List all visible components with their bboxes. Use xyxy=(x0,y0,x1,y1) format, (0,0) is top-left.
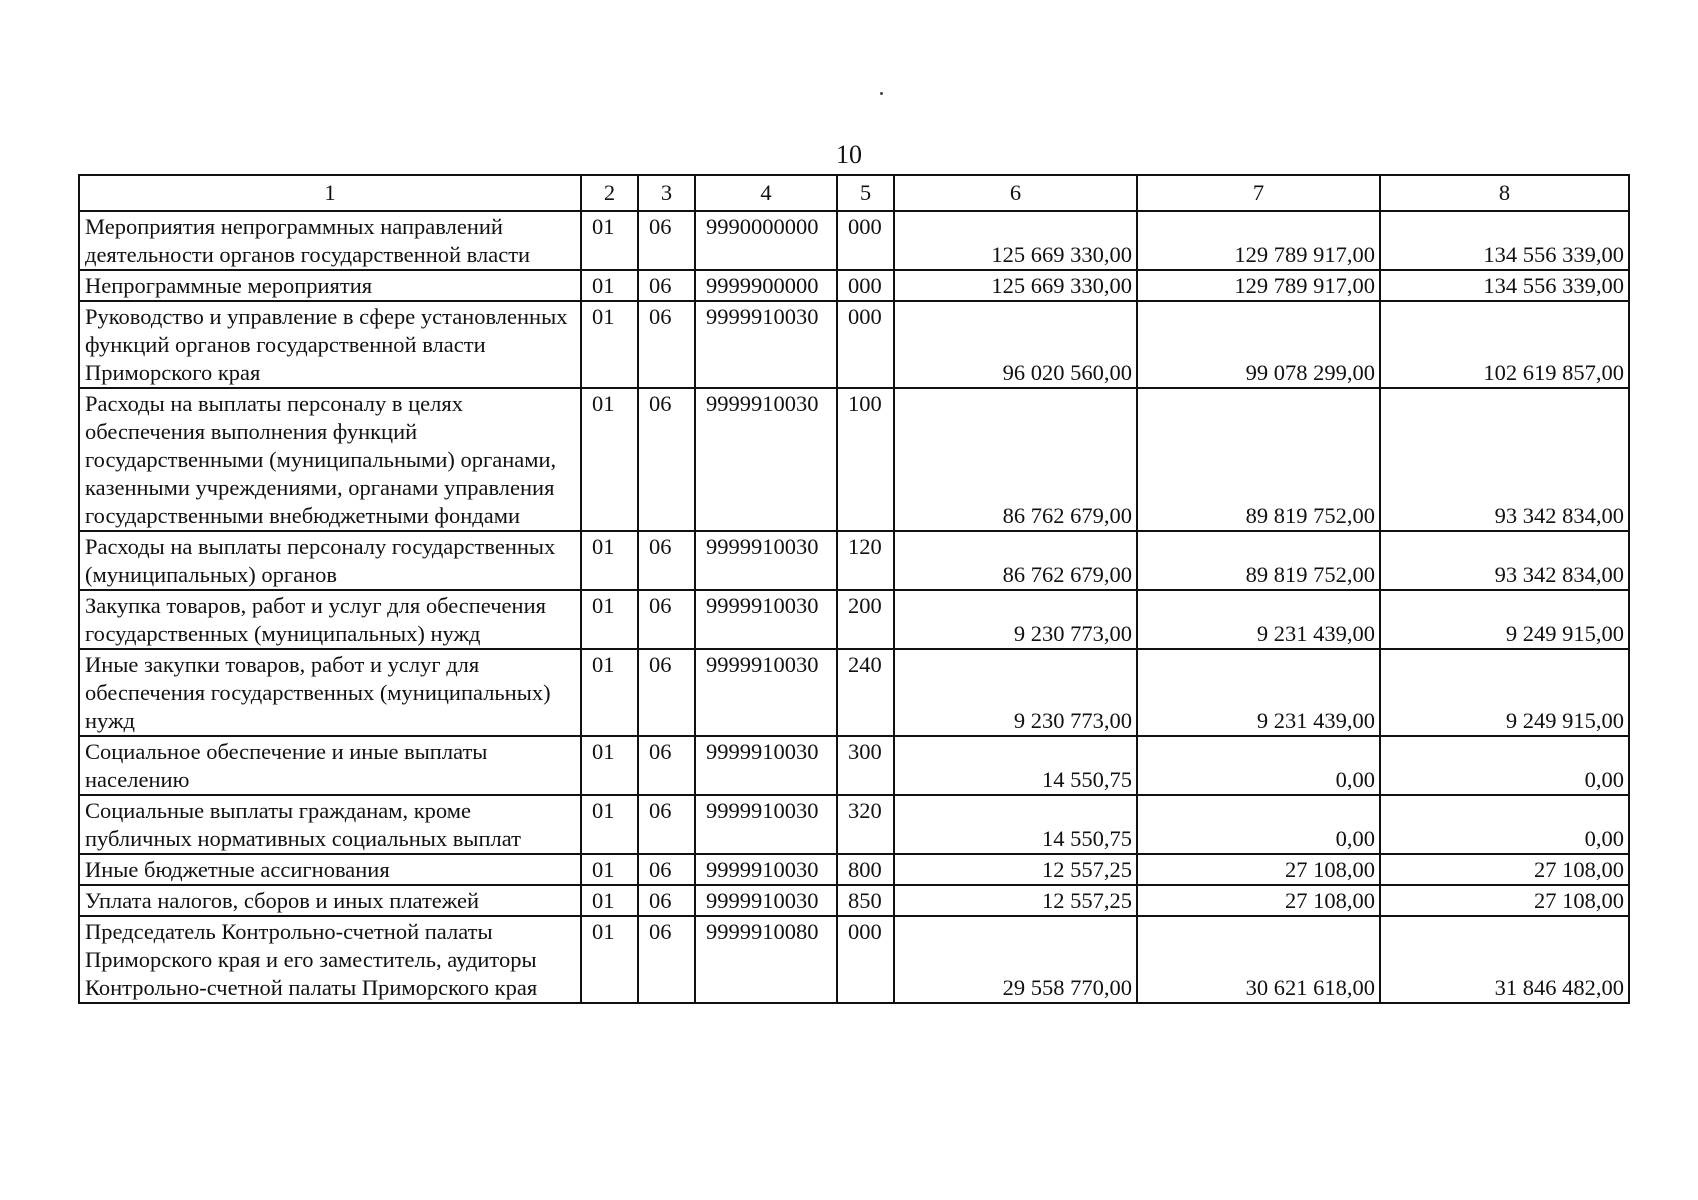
row-name: Руководство и управление в сфере установленных функций органов государственной власти Приморского края xyxy=(79,301,581,388)
row-name: Уплата налогов, сборов и иных платежей xyxy=(79,885,581,916)
row-target-code: 9990000000 xyxy=(695,211,837,270)
row-value-col6: 9 230 773,00 xyxy=(894,649,1137,736)
row-value-col6: 9 230 773,00 xyxy=(894,590,1137,649)
row-value-col8: 0,00 xyxy=(1380,736,1629,795)
row-subsection: 06 xyxy=(638,301,695,388)
row-name: Расходы на выплаты персоналу государственных (муниципальных) органов xyxy=(79,531,581,590)
row-value-col6: 125 669 330,00 xyxy=(894,270,1137,301)
row-target-code: 9999910030 xyxy=(695,301,837,388)
table-row xyxy=(79,736,1629,795)
row-section: 01 xyxy=(581,736,638,795)
row-value-col6: 96 020 560,00 xyxy=(894,301,1137,388)
row-name: Непрограммные мероприятия xyxy=(79,270,581,301)
row-value-col7: 27 108,00 xyxy=(1137,885,1380,916)
table-row xyxy=(79,885,1629,916)
row-value-col7: 27 108,00 xyxy=(1137,854,1380,885)
page-number: 10 xyxy=(836,140,862,169)
row-section: 01 xyxy=(581,531,638,590)
row-subsection: 06 xyxy=(638,916,695,1003)
row-value-col6: 29 558 770,00 xyxy=(894,916,1137,1003)
scan-speck xyxy=(880,92,883,95)
row-subsection: 06 xyxy=(638,649,695,736)
row-value-col7: 9 231 439,00 xyxy=(1137,590,1380,649)
header-col-3: 3 xyxy=(638,175,695,211)
table-row xyxy=(79,854,1629,885)
row-target-code: 9999910030 xyxy=(695,649,837,736)
budget-table xyxy=(78,174,1630,1004)
row-expense-type: 100 xyxy=(837,388,894,531)
row-value-col6: 12 557,25 xyxy=(894,854,1137,885)
row-value-col8: 134 556 339,00 xyxy=(1380,211,1629,270)
row-value-col8: 31 846 482,00 xyxy=(1380,916,1629,1003)
table-row xyxy=(79,531,1629,590)
row-value-col6: 14 550,75 xyxy=(894,736,1137,795)
row-target-code: 9999910030 xyxy=(695,795,837,854)
header-col-4: 4 xyxy=(695,175,837,211)
row-subsection: 06 xyxy=(638,531,695,590)
table-row xyxy=(79,590,1629,649)
row-target-code: 9999910030 xyxy=(695,854,837,885)
row-expense-type: 850 xyxy=(837,885,894,916)
row-value-col8: 102 619 857,00 xyxy=(1380,301,1629,388)
row-value-col7: 9 231 439,00 xyxy=(1137,649,1380,736)
row-section: 01 xyxy=(581,854,638,885)
row-expense-type: 240 xyxy=(837,649,894,736)
header-col-8: 8 xyxy=(1380,175,1629,211)
row-section: 01 xyxy=(581,885,638,916)
row-value-col6: 86 762 679,00 xyxy=(894,388,1137,531)
row-name: Расходы на выплаты персоналу в целях обеспечения выполнения функций государственными (муниципальными) органами, казенными учреждениями, органами управления государственными внебюджетными фондами xyxy=(79,388,581,531)
row-target-code: 9999910030 xyxy=(695,736,837,795)
row-value-col7: 89 819 752,00 xyxy=(1137,531,1380,590)
row-expense-type: 000 xyxy=(837,916,894,1003)
row-value-col6: 12 557,25 xyxy=(894,885,1137,916)
row-expense-type: 200 xyxy=(837,590,894,649)
row-name: Иные бюджетные ассигнования xyxy=(79,854,581,885)
row-value-col7: 129 789 917,00 xyxy=(1137,211,1380,270)
header-row xyxy=(79,175,1629,211)
row-value-col8: 9 249 915,00 xyxy=(1380,649,1629,736)
row-value-col7: 129 789 917,00 xyxy=(1137,270,1380,301)
row-value-col7: 0,00 xyxy=(1137,795,1380,854)
row-subsection: 06 xyxy=(638,795,695,854)
row-section: 01 xyxy=(581,795,638,854)
row-value-col8: 9 249 915,00 xyxy=(1380,590,1629,649)
row-subsection: 06 xyxy=(638,590,695,649)
row-target-code: 9999910030 xyxy=(695,531,837,590)
table-row xyxy=(79,211,1629,270)
row-section: 01 xyxy=(581,301,638,388)
row-section: 01 xyxy=(581,649,638,736)
row-subsection: 06 xyxy=(638,270,695,301)
row-value-col8: 134 556 339,00 xyxy=(1380,270,1629,301)
row-expense-type: 320 xyxy=(837,795,894,854)
row-name: Социальное обеспечение и иные выплаты населению xyxy=(79,736,581,795)
row-subsection: 06 xyxy=(638,388,695,531)
row-expense-type: 000 xyxy=(837,270,894,301)
row-value-col8: 93 342 834,00 xyxy=(1380,531,1629,590)
row-section: 01 xyxy=(581,388,638,531)
row-value-col7: 0,00 xyxy=(1137,736,1380,795)
row-section: 01 xyxy=(581,270,638,301)
row-section: 01 xyxy=(581,211,638,270)
row-subsection: 06 xyxy=(638,736,695,795)
table-row xyxy=(79,916,1629,1003)
row-value-col8: 27 108,00 xyxy=(1380,885,1629,916)
row-subsection: 06 xyxy=(638,854,695,885)
row-value-col6: 14 550,75 xyxy=(894,795,1137,854)
row-value-col7: 99 078 299,00 xyxy=(1137,301,1380,388)
table-row xyxy=(79,649,1629,736)
row-target-code: 9999910080 xyxy=(695,916,837,1003)
row-value-col6: 86 762 679,00 xyxy=(894,531,1137,590)
row-value-col8: 0,00 xyxy=(1380,795,1629,854)
row-subsection: 06 xyxy=(638,211,695,270)
row-expense-type: 300 xyxy=(837,736,894,795)
row-name: Председатель Контрольно-счетной палаты Приморского края и его заместитель, аудиторы Контрольно-счетной палаты Приморского края xyxy=(79,916,581,1003)
row-subsection: 06 xyxy=(638,885,695,916)
row-expense-type: 000 xyxy=(837,211,894,270)
header-col-7: 7 xyxy=(1137,175,1380,211)
row-expense-type: 000 xyxy=(837,301,894,388)
row-target-code: 9999910030 xyxy=(695,388,837,531)
row-value-col8: 93 342 834,00 xyxy=(1380,388,1629,531)
row-section: 01 xyxy=(581,590,638,649)
row-target-code: 9999900000 xyxy=(695,270,837,301)
header-col-2: 2 xyxy=(581,175,638,211)
row-value-col8: 27 108,00 xyxy=(1380,854,1629,885)
row-value-col7: 30 621 618,00 xyxy=(1137,916,1380,1003)
table-row xyxy=(79,301,1629,388)
row-expense-type: 800 xyxy=(837,854,894,885)
table-row xyxy=(79,388,1629,531)
row-value-col7: 89 819 752,00 xyxy=(1137,388,1380,531)
row-expense-type: 120 xyxy=(837,531,894,590)
header-col-6: 6 xyxy=(894,175,1137,211)
table-row xyxy=(79,270,1629,301)
header-col-5: 5 xyxy=(837,175,894,211)
row-target-code: 9999910030 xyxy=(695,885,837,916)
row-name: Иные закупки товаров, работ и услуг для обеспечения государственных (муниципальных) нужд xyxy=(79,649,581,736)
table-row xyxy=(79,795,1629,854)
row-target-code: 9999910030 xyxy=(695,590,837,649)
row-name: Социальные выплаты гражданам, кроме публичных нормативных социальных выплат xyxy=(79,795,581,854)
row-name: Мероприятия непрограммных направлений деятельности органов государственной власти xyxy=(79,211,581,270)
header-col-1: 1 xyxy=(79,175,581,211)
row-name: Закупка товаров, работ и услуг для обеспечения государственных (муниципальных) нужд xyxy=(79,590,581,649)
row-value-col6: 125 669 330,00 xyxy=(894,211,1137,270)
row-section: 01 xyxy=(581,916,638,1003)
